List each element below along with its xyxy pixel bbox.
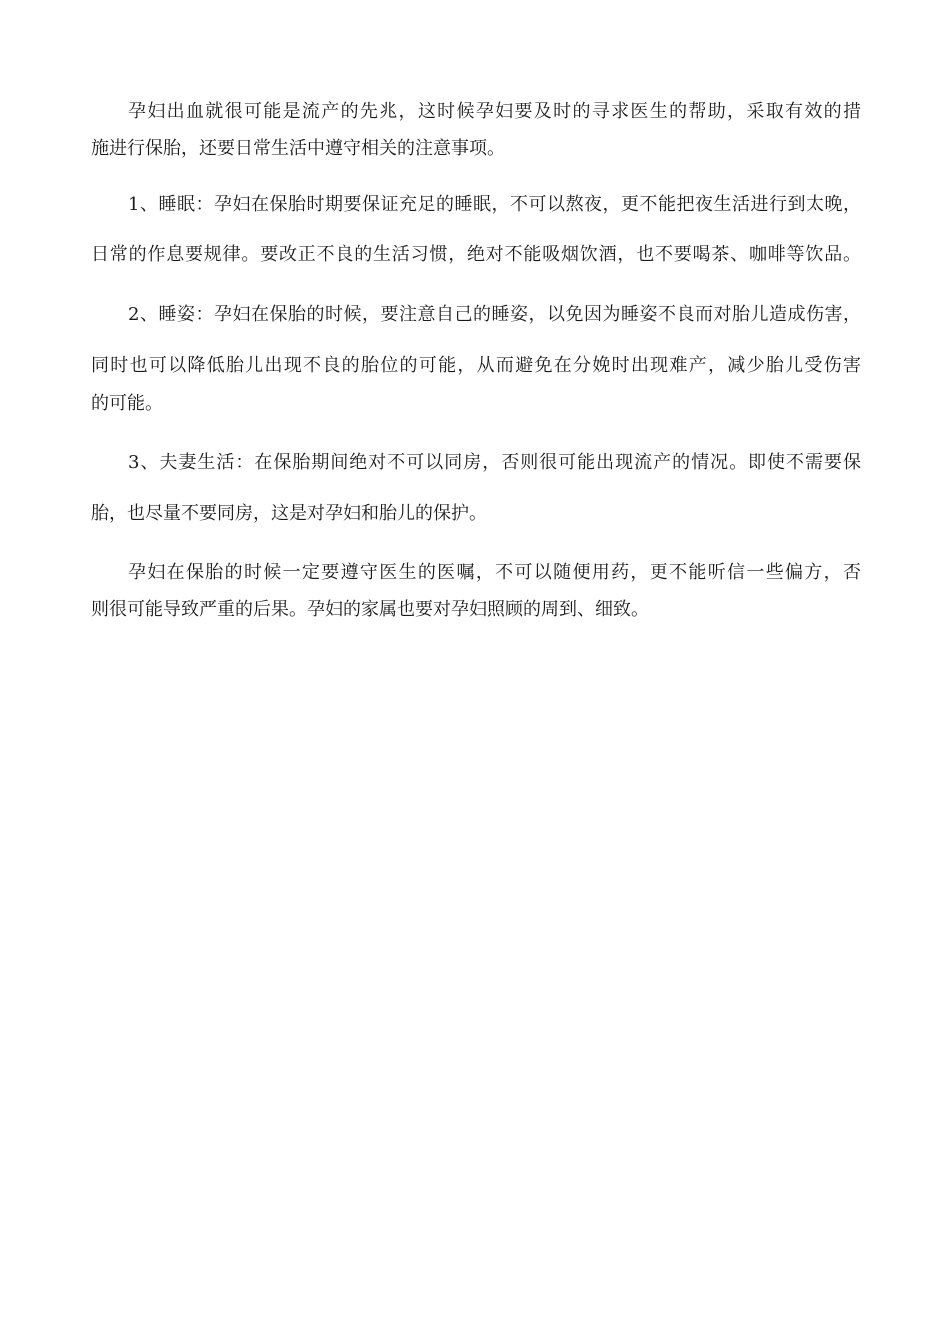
paragraph-posture-line-2: 同时也可以降低胎儿出现不良的胎位的可能，从而避免在分娩时出现难产，减少胎儿受伤害 [91, 355, 861, 376]
paragraph-sleep-line-2: 日常的作息要规律。要改正不良的生活习惯，绝对不能吸烟饮酒，也不要喝茶、咖啡等饮品。 [91, 244, 861, 265]
paragraph-conclusion-line-2: 则很可能导致严重的后果。孕妇的家属也要对孕妇照顾的周到、细致。 [91, 599, 649, 620]
paragraph-posture-line-3: 的可能。 [91, 393, 163, 414]
paragraph-intro-line-2: 施进行保胎，还要日常生活中遵守相关的注意事项。 [91, 138, 505, 159]
paragraph-intro-line-1: 孕妇出血就很可能是流产的先兆，这时候孕妇要及时的寻求医生的帮助，采取有效的措 [128, 101, 861, 122]
paragraph-conclusion-line-1: 孕妇在保胎的时候一定要遵守医生的医嘱，不可以随便用药，更不能听信一些偏方，否 [128, 562, 861, 583]
paragraph-sleep-line-1: 1、睡眠：孕妇在保胎时期要保证充足的睡眠，不可以熬夜，更不能把夜生活进行到太晚， [128, 194, 861, 215]
paragraph-marital-line-1: 3、夫妻生活：在保胎期间绝对不可以同房，否则很可能出现流产的情况。即使不需要保 [128, 452, 861, 473]
paragraph-marital-line-2: 胎，也尽量不要同房，这是对孕妇和胎儿的保护。 [91, 503, 487, 524]
paragraph-posture-line-1: 2、睡姿：孕妇在保胎的时候，要注意自己的睡姿，以免因为睡姿不良而对胎儿造成伤害， [128, 304, 861, 325]
